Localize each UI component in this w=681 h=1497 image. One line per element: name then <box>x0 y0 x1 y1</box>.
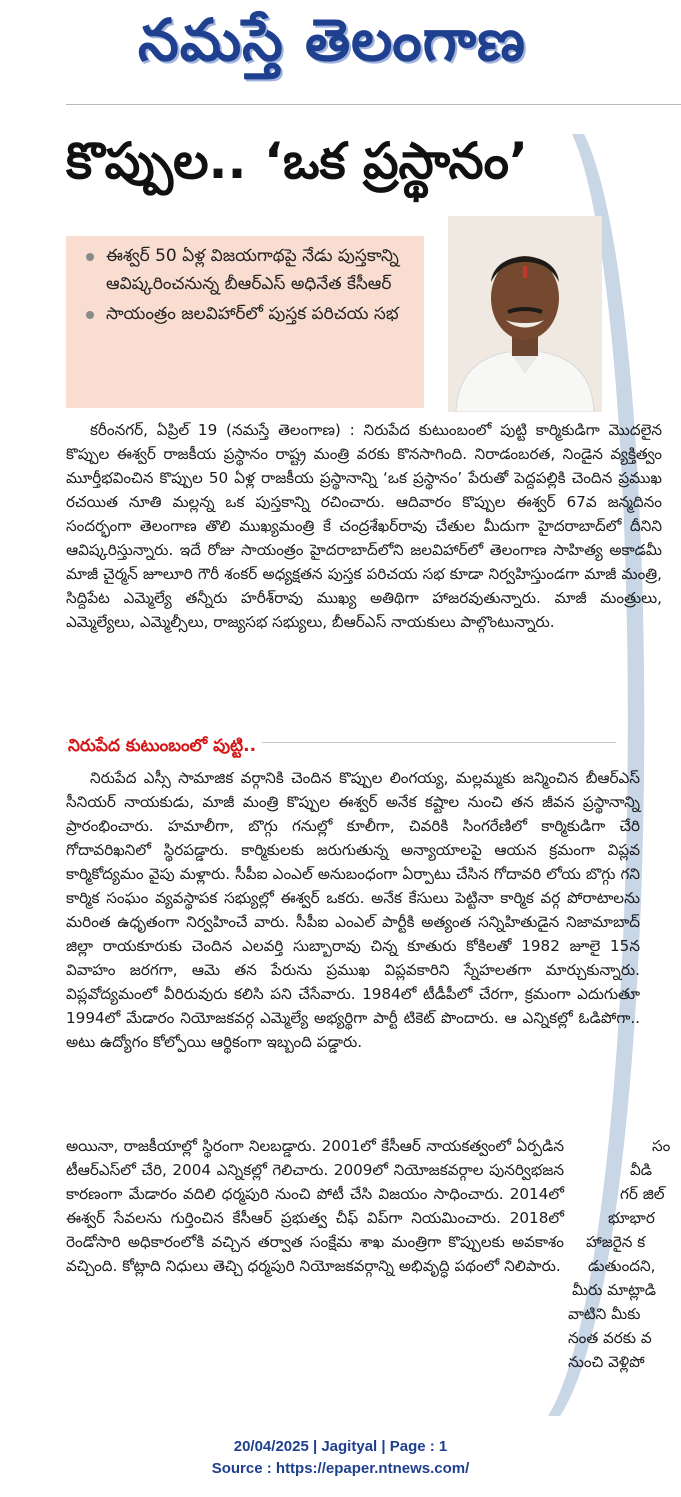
masthead-logo: నమస్తే తెలంగాణ <box>138 6 526 74</box>
masthead-divider <box>66 104 681 105</box>
adjacent-line: మీరు మాట్లాడి <box>572 1281 656 1299</box>
adjacent-line: గర్ జిల్ <box>620 1185 665 1203</box>
page-footer <box>0 1436 681 1480</box>
adjacent-line: సం <box>652 1137 671 1155</box>
masthead <box>0 0 681 100</box>
highlight-item: ఈశ్వర్ 50 ఏళ్ల విజయగాథపై నేడు పుస్తకాన్ని ఆవిష్కరించనున్న బీఆర్ఎస్ అధినేత కేసీఆర్ <box>86 242 414 298</box>
article-body-paragraph: నిరుపేద ఎస్సీ సామాజిక వర్గానికి చెందిన కొప్పుల లింగయ్య, మల్లమ్మకు జన్మించిన బీఆర్ఎస్ సీనియర్ నాయకుడు, మాజీ మంత్రి కొప్పుల ఈశ్వర్ అనేక కష్టాల నుంచి తన జీవన ప్రస్థానాన్ని ప్రారంభించారు. హమాలీగా, బొగ్గు గనుల్లో కూలీగా, చివరికి సింగరేణిలో కార్మికుడిగా చేరి గోదావరిఖనిలో స్థిరపడ్డారు. కార్మికులకు జరుగుతున్న అన్యాయాలపై ఆయన క్రమంగా విప్లవ కార్మికోద్యమం వైపు మళ్లారు. సీపీఐ ఎంఎల్ అనుబంధంగా ఏర్పాటు చేసిన గోదావరి లోయ బొగ్గు గని కార్మిక సంఘం వ్యవస్థాపక సభ్యుల్లో ఈశ్వర్ ఒకరు. అనేక కేసులు పెట్టినా కార్మిక వర్గ పోరాటాలను మరింత ఉధృతంగా నిర్వహించే వారు. సీపీఐ ఎంఎల్ పార్టీకి అత్యంత సన్నిహితుడైన నిజామాబాద్ జిల్లా రాయకూరుకు చెందిన ఎలవర్తి సుబ్బారావు చిన్న కూతురు కోకిలతో 1982 జూలై 15న వివాహం జరగగా, ఆమె తన పేరును ప్రముఖ విప్లవకారిని స్నేహలతగా మార్చుకున్నారు. విప్లవోద్యమంలో వీరిరువురు కలిసి పని చేసేవారు. 1984లో టీడీపీలో చేరగా, క్రమంగా ఎదుగుతూ 1994లో మేడారం నియోజకవర్గ ఎమ్మెల్యే అభ్యర్థిగా పార్టీ టికెట్ పొందారు. ఆ ఎన్నికల్లో ఓడిపోగా.. అటు ఉద్యోగం కోల్పోయి ఆర్థికంగా ఇబ్బంది పడ్డారు. <box>66 769 640 1051</box>
footer-dateline: 20/04/2025 | Jagityal | Page : 1 <box>233 1438 448 1455</box>
footer-source: Source : https://epaper.ntnews.com/ <box>211 1460 470 1477</box>
adjacent-line: వాటిని మీకు <box>568 1305 641 1323</box>
adjacent-article-column <box>568 1134 681 1374</box>
adjacent-line: డుతుందని, <box>588 1257 656 1275</box>
adjacent-line: నుంచి వెళ్లిపో <box>568 1353 645 1371</box>
article-headline: కొప్పుల.. ‘ఒక ప్రస్థానం’ <box>66 132 528 190</box>
person-photo-icon <box>448 216 602 412</box>
highlight-item: సాయంత్రం జలవిహార్‌లో పుస్తక పరిచయ సభ <box>86 300 414 328</box>
article-lead-paragraph: కరీంనగర్, ఏప్రిల్ 19 (నమస్తే తెలంగాణ) : నిరుపేద కుటుంబంలో పుట్టి కార్మికుడిగా మొదలైన కొప్పుల ఈశ్వర్ రాజకీయ ప్రస్థానం రాష్ట్ర మంత్రి వరకు కొనసాగింది. నిరాడంబరత, నిండైన వ్యక్తిత్వం మూర్తీభవించిన కొప్పుల 50 ఏళ్ల రాజకీయ ప్రస్థానాన్ని ‘ఒక ప్రస్థానం’ పేరుతో పెద్దపల్లికి చెందిన ప్రముఖ రచయిత నూతి మల్లన్న ఒక పుస్తకాన్ని రచించారు. ఆదివారం కొప్పుల ఈశ్వర్ 67వ జన్మదినం సందర్భంగా తెలంగాణ తొలి ముఖ్యమంత్రి కే చంద్రశేఖర్‌రావు చేతుల మీదుగా హైదరాబాద్‌లో దీనిని ఆవిష్కరిస్తున్నారు. ఇదే రోజు సాయంత్రం హైదరాబాద్‌లోని జలవిహార్‌లో తెలంగాణ సాహిత్య అకాడమీ మాజీ చైర్మన్ జూలూరి గౌరీ శంకర్ అధ్యక్షతన పుస్తక పరిచయ సభ కూడా నిర్వహిస్తుండగా మాజీ మంత్రి, సిద్దిపేట ఎమ్మెల్యే తన్నీరు హరీశ్‌రావు ముఖ్య అతిథిగా హాజరవుతున్నారు. మాజీ మంత్రులు, ఎమ్మెల్యేలు, ఎమ్మెల్సీలు, రాజ్యసభ సభ్యులు, బీఆర్ఎస్ నాయకులు పాల్గొంటున్నారు. <box>66 421 662 631</box>
article-subhead: నిరుపేద కుటుంబంలో పుట్టి.. <box>68 736 262 760</box>
adjacent-line: భూభార <box>608 1209 655 1227</box>
article-body-continued: అయినా, రాజకీయాల్లో స్థిరంగా నిలబడ్డారు. 2001లో కేసీఆర్ నాయకత్వంలో ఏర్పడిన టీఆర్ఎస్‌లో చేరి, 2004 ఎన్నికల్లో గెలిచారు. 2009లో నియోజకవర్గాల పునర్విభజన కారణంగా మేడారం వదిలి ధర్మపురి నుంచి పోటీ చేసి విజయం సాధించారు. 2014లో ఈశ్వర్ సేవలను గుర్తించిన కేసీఆర్ ప్రభుత్వ చీఫ్ విప్‌గా నియమించారు. 2018లో రెండోసారి అధికారంలోకి వచ్చిన తర్వాత సంక్షేమ శాఖ మంత్రిగా కొప్పులకు అవకాశం వచ్చింది. కోట్లాది నిధులు తెచ్చి ధర్మపురి నియోజకవర్గాన్ని అభివృద్ధి పథంలో నిలిపారు. <box>66 1137 564 1275</box>
portrait-photo <box>448 216 602 412</box>
highlights-list <box>66 236 424 328</box>
adjacent-line: హాజరైన క <box>586 1233 646 1251</box>
adjacent-line: వీడి <box>630 1161 653 1179</box>
highlights-box <box>66 236 424 408</box>
adjacent-line: నంత వరకు వ <box>568 1329 652 1347</box>
